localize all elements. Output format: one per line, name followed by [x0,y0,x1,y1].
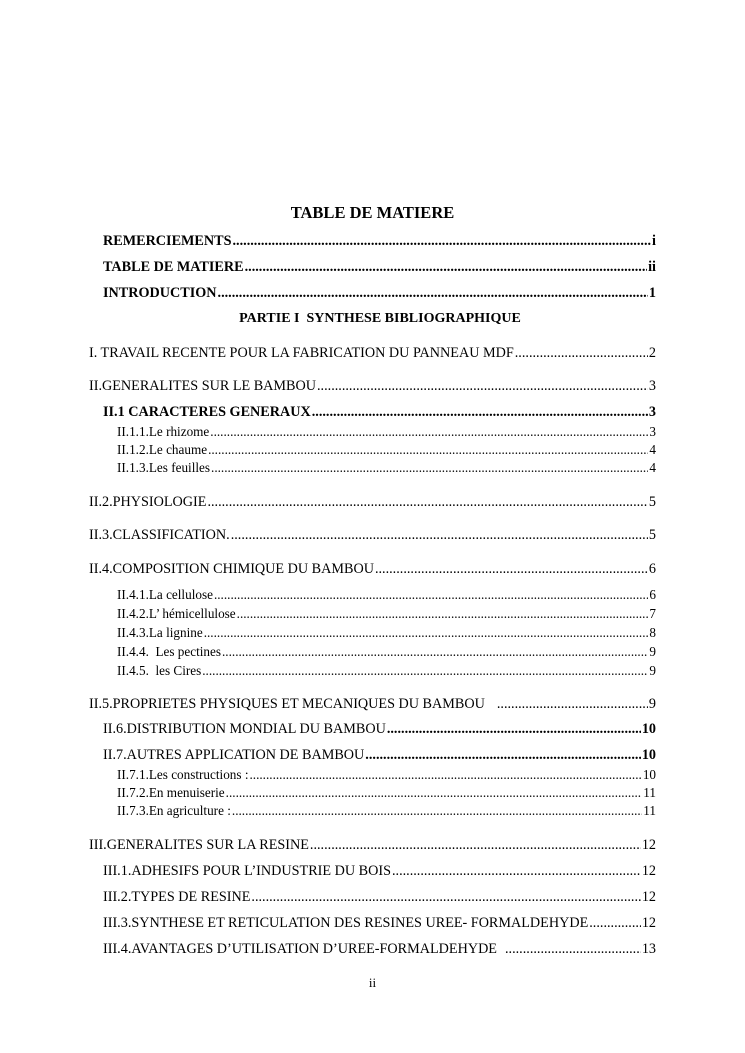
toc-entry-generalites-bambou[interactable] [89,377,656,395]
toc-entry-synthese-reticulation[interactable] [103,914,656,932]
dot-leader [392,862,641,880]
toc-entry-page: 11 [643,785,656,800]
toc-entry-page: 4 [649,442,656,457]
dot-leader [211,459,648,476]
toc-entry-page: 8 [649,625,656,640]
toc-entry-hemicellulose[interactable] [117,605,656,622]
toc-entry-page: 3 [649,424,656,439]
toc-entry-cires[interactable] [117,662,656,679]
toc-entry-page: 4 [649,460,656,475]
toc-entry-page: 13 [641,941,656,957]
toc-entry-text: II.4.3.La lignine [117,625,203,640]
dot-leader [375,560,648,578]
toc-entry-text: II.4.4. Les pectines [117,644,221,659]
toc-entry-page: 5 [648,494,656,510]
dot-leader [365,746,641,764]
toc-entry-distribution[interactable] [103,720,656,738]
toc-entry-text: II.7.3.En agriculture : [117,803,231,818]
dot-leader [387,720,641,738]
toc-entry-text: INTRODUCTION [103,285,217,301]
toc-entry-menuiserie[interactable] [117,784,656,801]
dot-leader [231,526,648,544]
toc-entry-page: 1 [648,285,656,301]
toc-entry-page: 10 [642,767,656,782]
footer-page-number: ii [368,975,377,990]
dot-leader [210,423,648,440]
toc-entry-text: II.4.1.La cellulose [117,587,213,602]
toc-entry-page: 3 [648,404,656,420]
toc-entry-page: 9 [649,644,656,659]
dot-leader [515,344,648,362]
toc-entry-text: II.7.AUTRES APPLICATION DE BAMBOU [103,747,365,763]
toc-entry-composition-chimique[interactable] [89,560,656,578]
toc-entry-text: II.3.CLASSIFICATION. [89,527,230,543]
dot-leader [312,403,648,421]
dot-leader [497,695,648,713]
toc-entry-proprietes[interactable] [89,695,656,713]
toc-entry-travail-recente[interactable] [89,344,656,362]
toc-entry-text: I. TRAVAIL RECENTE POUR LA FABRICATION DU PANNEAU MDF [89,345,514,361]
dot-leader [233,232,652,250]
dot-leader [207,493,647,511]
toc-entry-avantages[interactable] [103,940,656,958]
dot-leader [505,940,641,958]
toc-entry-text: II.6.DISTRIBUTION MONDIAL DU BAMBOU [103,721,386,737]
dot-leader [232,802,642,819]
dot-leader [237,605,649,622]
toc-entry-text: III.1.ADHESIFS POUR L’INDUSTRIE DU BOIS [103,863,391,879]
toc-entry-text: III.2.TYPES DE RESINE [103,889,251,905]
toc-entry-text: III.3.SYNTHESE ET RETICULATION DES RESINES UREE- FORMALDEHYDE [103,915,589,931]
toc-entry-text: II.1 CARACTERES GENERAUX [103,404,311,420]
toc-entry-page: 6 [649,587,656,602]
toc-entry-introduction[interactable] [103,284,656,302]
toc-entry-physiologie[interactable] [89,493,656,511]
toc-entry-constructions[interactable] [117,766,656,783]
toc-entry-rhizome[interactable] [117,423,656,440]
toc-entry-chaume[interactable] [117,441,656,458]
dot-leader [251,888,640,906]
dot-leader [589,914,641,932]
part-heading: PARTIE I SYNTHESE BIBLIOGRAPHIQUE [239,311,521,326]
toc-entry-text: TABLE DE MATIERE [103,259,244,275]
toc-entry-text: III.4.AVANTAGES D’UTILISATION D’UREE-FORMALDEHYDE [103,941,497,957]
dot-leader [245,258,648,276]
toc-entry-page: 10 [641,721,656,737]
toc-entry-text: II.1.2.Le chaume [117,442,208,457]
toc-entry-text: II.4.2.L’ hémicellulose [117,606,236,621]
toc-entry-cellulose[interactable] [117,586,656,603]
toc-entry-types-resine[interactable] [103,888,656,906]
dot-leader [226,784,643,801]
toc-entry-generalites-resine[interactable] [89,836,656,854]
toc-entry-agriculture[interactable] [117,802,656,819]
toc-entry-pectines[interactable] [117,643,656,660]
toc-entry-classification[interactable] [89,526,656,544]
toc-entry-text: III.GENERALITES SUR LA RESINE [89,837,309,853]
dot-leader [218,284,648,302]
toc-entry-text: II.5.PROPRIETES PHYSIQUES ET MECANIQUES DU BAMBOU [89,696,485,712]
dot-leader [317,377,648,395]
toc-entry-page: 9 [649,663,656,678]
toc-entry-table-de-matiere[interactable] [103,258,656,276]
toc-entry-text: II.GENERALITES SUR LE BAMBOU [89,378,316,394]
toc-entry-text: II.1.1.Le rhizome [117,424,210,439]
toc-entry-page: 5 [648,527,656,543]
toc-entry-page: ii [648,259,656,275]
page-title: TABLE DE MATIERE [290,203,455,222]
dot-leader [249,766,641,783]
dot-leader [214,586,648,603]
dot-leader [222,643,648,660]
toc-entry-page: 3 [648,378,656,394]
toc-entry-text: II.4.5. les Cires [117,663,202,678]
toc-entry-text: II.4.COMPOSITION CHIMIQUE DU BAMBOU [89,561,374,577]
toc-entry-page: 7 [649,606,656,621]
toc-entry-page: 11 [643,803,656,818]
toc-entry-page: 2 [648,345,656,361]
toc-entry-text: II.7.2.En menuiserie [117,785,225,800]
dot-leader [202,662,648,679]
toc-entry-lignine[interactable] [117,624,656,641]
toc-entry-adhesifs[interactable] [103,862,656,880]
toc-entry-page: i [652,233,656,249]
dot-leader [310,836,641,854]
toc-entry-page: 10 [641,747,656,763]
toc-entry-autres-application[interactable] [103,746,656,764]
toc-entry-remerciements[interactable] [103,232,656,250]
toc-entry-text: REMERCIEMENTS [103,233,232,249]
toc-entry-caracteres-generaux[interactable] [103,403,656,421]
dot-leader [208,441,648,458]
toc-entry-page: 6 [648,561,656,577]
toc-entry-feuilles[interactable] [117,459,656,476]
toc-entry-page: 9 [648,696,656,712]
dot-leader [204,624,649,641]
toc-entry-page: 12 [641,837,656,853]
toc-entry-text: II.2.PHYSIOLOGIE [89,494,207,510]
toc-entry-page: 12 [641,863,656,879]
toc-entry-text: II.7.1.Les constructions : [117,767,249,782]
toc-entry-page: 12 [641,889,656,905]
toc-entry-text: II.1.3.Les feuilles [117,460,211,475]
toc-entry-page: 12 [641,915,656,931]
